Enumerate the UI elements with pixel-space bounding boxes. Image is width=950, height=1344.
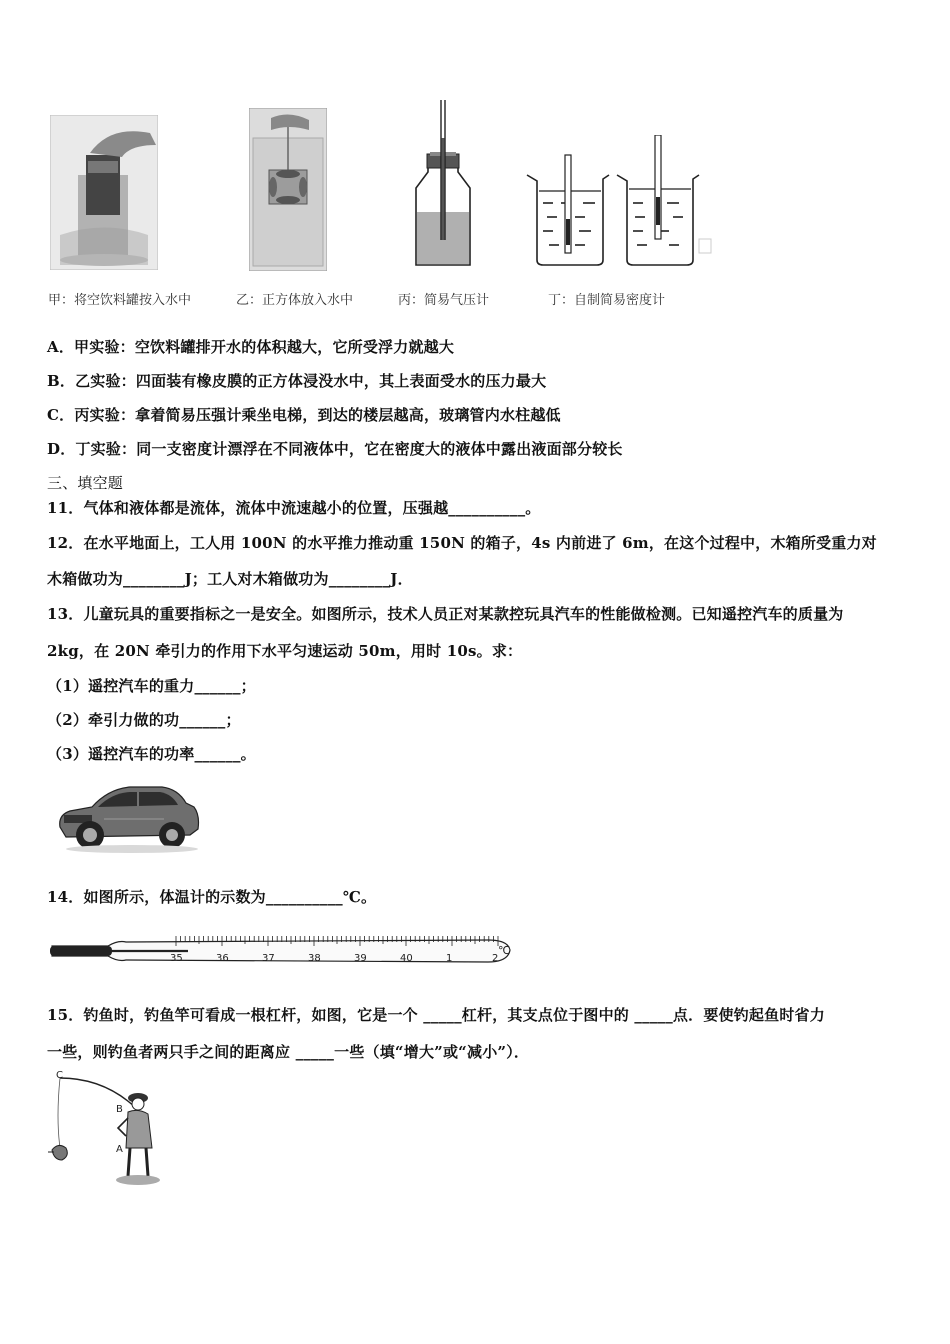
thermometer-label: 38 <box>308 953 321 964</box>
question-13-line-2: 2kg，在 20N 牵引力的作用下水平匀速运动 50m，用时 10s。求： <box>47 642 523 660</box>
caption-bing: 丙：简易气压计 <box>398 293 490 308</box>
thermometer-label: 37 <box>262 953 275 964</box>
toy-car-image <box>52 775 202 855</box>
question-15-line-2: 一些，则钓鱼者两只手之间的距离应 _____一些（填“增大”或“减小”）． <box>47 1043 530 1061</box>
option-a: A．甲实验：空饮料罐排开水的体积越大，它所受浮力就越大 <box>47 338 455 356</box>
clinical-thermometer <box>48 930 518 972</box>
figure-jia-can-in-water <box>50 115 158 270</box>
figure-ding-densimeter <box>523 135 713 268</box>
thermometer-label: 39 <box>354 953 367 964</box>
question-13-line-1: 13．儿童玩具的重要指标之一是安全。如图所示，技术人员正对某款控玩具汽车的性能做检测。已知遥控汽车的质量为 <box>47 605 844 623</box>
caption-ding: 丁：自制简易密度计 <box>548 293 666 308</box>
caption-yi: 乙：正方体放入水中 <box>236 293 354 308</box>
question-12-line-1: 12．在水平地面上，工人用 100N 的水平推力推动重 150N 的箱子，4s 内前进了 6m，在这个过程中，木箱所受重力对 <box>47 534 877 552</box>
question-11: 11．气体和液体都是流体，流体中流速越小的位置，压强越__________。 <box>47 499 541 517</box>
figure-bing-barometer <box>410 100 476 268</box>
option-d: D．丁实验：同一支密度计漂浮在不同液体中，它在密度大的液体中露出液面部分较长 <box>47 440 623 458</box>
option-b: B．乙实验：四面装有橡皮膜的正方体浸没水中，其上表面受水的压力最大 <box>47 372 547 390</box>
question-12-line-2: 木箱做功为________J；工人对木箱做功为________J． <box>47 570 413 588</box>
thermometer-label: 1 <box>446 953 453 964</box>
thermometer-unit: ℃ <box>498 944 511 957</box>
point-c-label: C <box>56 1070 63 1081</box>
question-15-line-1: 15．钓鱼时，钓鱼竿可看成一根杠杆，如图，它是一个 _____杠杆，其支点位于图中的 _____点．要使钓起鱼时省力 <box>47 1006 825 1024</box>
question-14: 14．如图所示，体温计的示数为__________℃。 <box>47 888 377 906</box>
thermometer-label: 40 <box>400 953 413 964</box>
point-b-label: B <box>116 1104 123 1115</box>
thermometer-label: 35 <box>170 953 183 964</box>
figure-yi-cube-in-water <box>249 108 327 271</box>
thermometer-label: 36 <box>216 953 229 964</box>
option-c: C．丙实验：拿着简易压强计乘坐电梯，到达的楼层越高，玻璃管内水柱越低 <box>47 406 561 424</box>
caption-jia: 甲：将空饮料罐按入水中 <box>48 293 192 308</box>
question-13-sub-1: （1）遥控汽车的重力______； <box>47 677 256 695</box>
point-a-label: A <box>116 1144 123 1155</box>
fishing-lever-image <box>44 1068 164 1190</box>
thermometer-label: 2 <box>492 953 499 964</box>
section-title: 三、填空题 <box>47 474 124 492</box>
question-13-sub-3: （3）遥控汽车的功率______。 <box>47 745 256 763</box>
question-13-sub-2: （2）牵引力做的功______； <box>47 711 241 729</box>
